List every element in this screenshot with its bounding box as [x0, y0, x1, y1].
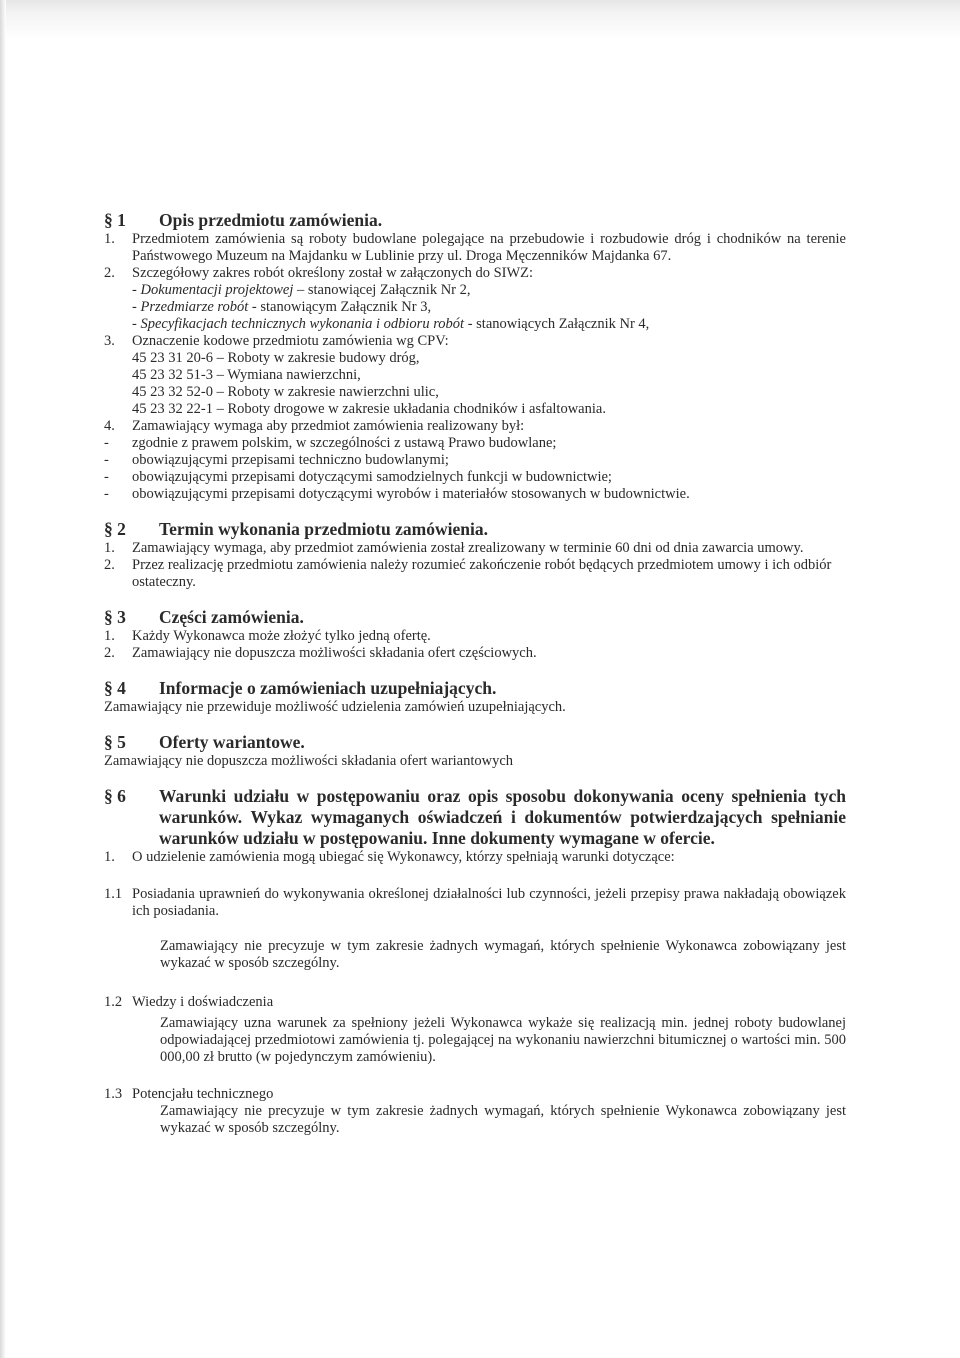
requirement-item: - obowiązującymi przepisami dotyczącymi wyrobów i materiałów stosowanych w budownictwie.: [104, 486, 690, 502]
section-title: Części zamówienia.: [159, 607, 304, 627]
condition-text: Zamawiający uzna warunek za spełniony jeżeli Wykonawca wykaże się realizacją min. jednej roboty budowlanej odpowiadającej przedmiotowi zamówienia tj. polegającej na wykonaniu nawierzchni bitumicznej o wartości min. 500 000,00 zł brutto (w pojedynczym zamówieniu).: [160, 1015, 846, 1065]
list-item: 2. Szczegółowy zakres robót określony został w załączonych do SIWZ:: [104, 265, 534, 281]
section-title: Warunki udziału w postępowaniu oraz opis sposobu dokonywania oceny spełnienia tych warunków. Wykaz wymaganych oświadczeń i dokumentów potwierdzających spełnianie warunków udziału w postępowaniu. Inne dokumenty wymagane w ofercie.: [159, 786, 846, 848]
list-item: 4. Zamawiający wymaga aby przedmiot zamówienia realizowany był:: [104, 418, 525, 434]
cpv-code: 45 23 31 20-6 – Roboty w zakresie budowy dróg,: [132, 350, 420, 366]
section-1-heading: [104, 210, 846, 231]
requirement-item: - obowiązującymi przepisami dotyczącymi samodzielnych funkcji w budownictwie;: [104, 469, 612, 485]
scan-top-edge: [0, 0, 960, 40]
requirement-item: - zgodnie z prawem polskim, w szczególności z ustawą Prawo budowlane;: [104, 435, 557, 451]
section-number: § 5: [104, 732, 126, 752]
requirement-item: - obowiązującymi przepisami techniczno budowlanymi;: [104, 452, 449, 468]
condition-heading: 1.3 Potencjału technicznego: [104, 1086, 274, 1102]
section-number: § 1: [104, 210, 126, 230]
cpv-code: 45 23 32 51-3 – Wymiana nawierzchni,: [132, 367, 361, 383]
document-page: [104, 210, 846, 1137]
list-item: 1. Przedmiotem zamówienia są roboty budowlane polegające na przebudowie i rozbudowie dróg i chodników na terenie Państwowego Muzeum na Majdanku w Lublinie przy ul. Droga Męczenników Majdanka 67.: [104, 231, 846, 264]
section-text: Zamawiający nie przewiduje możliwość udzielenia zamówień uzupełniających.: [104, 699, 566, 715]
list-item: 1. O udzielenie zamówienia mogą ubiegać się Wykonawcy, którzy spełniają warunki dotyczące:: [104, 849, 675, 865]
section-2-heading: [104, 519, 846, 540]
condition-heading: 1.1 Posiadania uprawnień do wykonywania określonej działalności lub czynności, jeżeli przepisy prawa nakładają obowiązek ich posiadania.: [104, 886, 846, 919]
section-5-heading: [104, 732, 846, 753]
section-text: Zamawiający nie dopuszcza możliwości składania ofert wariantowych: [104, 753, 514, 769]
scope-document-item: - Przedmiarze robót - stanowiącym Załącznik Nr 3,: [132, 299, 432, 315]
section-4-heading: [104, 678, 846, 699]
scan-left-edge: [0, 0, 6, 1358]
list-item: 3. Oznaczenie kodowe przedmiotu zamówienia wg CPV:: [104, 333, 449, 349]
section-title: Opis przedmiotu zamówienia.: [159, 210, 383, 230]
cpv-code: 45 23 32 52-0 – Roboty w zakresie nawierzchni ulic,: [132, 384, 439, 400]
scope-document-item: - Specyfikacjach technicznych wykonania i odbioru robót - stanowiących Załącznik Nr 4,: [132, 316, 650, 332]
scope-document-item: - Dokumentacji projektowej – stanowiącej Załącznik Nr 2,: [132, 282, 471, 298]
section-number: § 6: [104, 786, 126, 806]
list-item: 1. Zamawiający wymaga, aby przedmiot zamówienia został zrealizowany w terminie 60 dni od dnia zawarcia umowy.: [104, 540, 804, 556]
section-number: § 4: [104, 678, 126, 698]
list-item: 2. Przez realizację przedmiotu zamówienia należy rozumieć zakończenie robót będących przedmiotem umowy i ich odbiór ostateczny.: [104, 557, 832, 590]
condition-text: Zamawiający nie precyzuje w tym zakresie żadnych wymagań, których spełnienie Wykonawca zobowiązany jest wykazać w sposób szczególny.: [160, 938, 846, 971]
list-item: 1. Każdy Wykonawca może złożyć tylko jedną ofertę.: [104, 628, 431, 644]
section-3-heading: [104, 607, 846, 628]
section-number: § 3: [104, 607, 126, 627]
section-title: Informacje o zamówieniach uzupełniających.: [159, 678, 497, 698]
condition-heading: 1.2 Wiedzy i doświadczenia: [104, 994, 274, 1010]
section-title: Termin wykonania przedmiotu zamówienia.: [159, 519, 488, 539]
cpv-code: 45 23 32 22-1 – Roboty drogowe w zakresie układania chodników i asfaltowania.: [132, 401, 606, 417]
list-item: 2. Zamawiający nie dopuszcza możliwości składania ofert częściowych.: [104, 645, 537, 661]
section-number: § 2: [104, 519, 126, 539]
section-title: Oferty wariantowe.: [159, 732, 305, 752]
condition-text: Zamawiający nie precyzuje w tym zakresie żadnych wymagań, których spełnienie Wykonawca zobowiązany jest wykazać w sposób szczególny.: [160, 1103, 846, 1136]
section-6-heading: [104, 786, 846, 849]
